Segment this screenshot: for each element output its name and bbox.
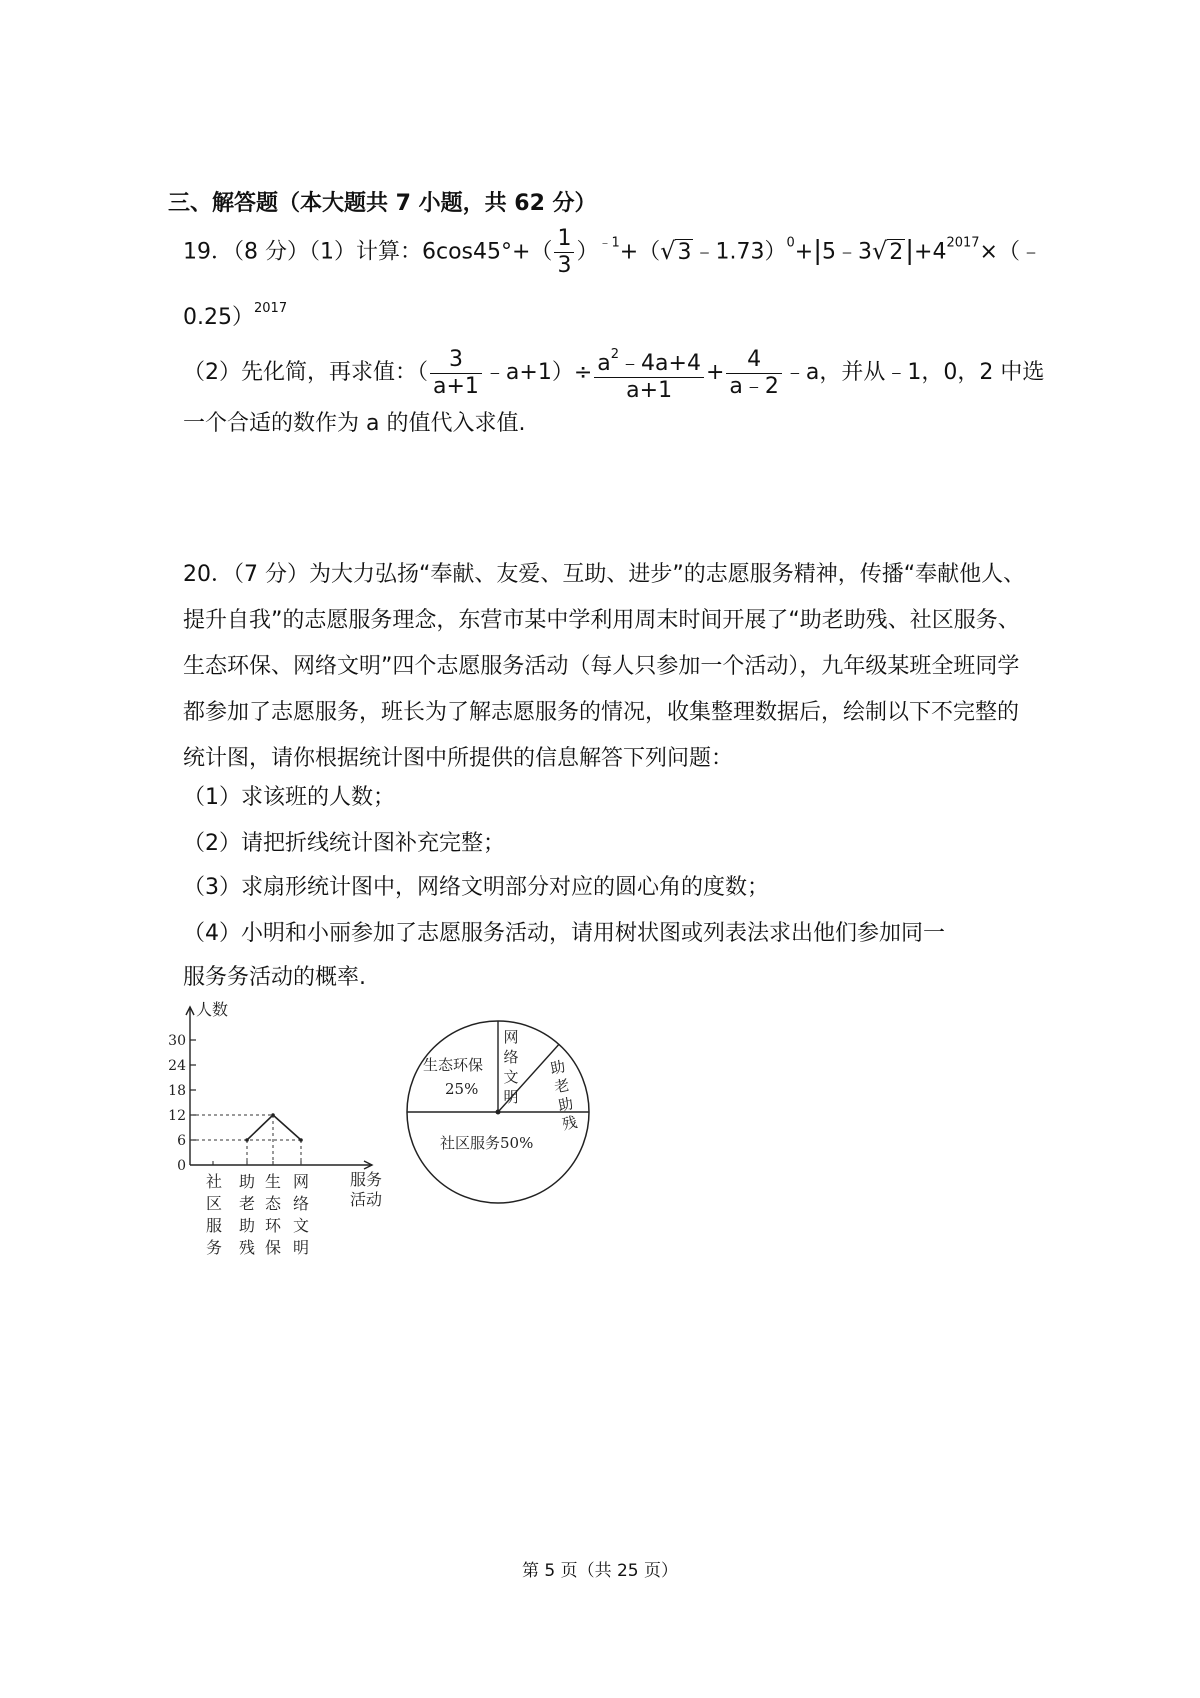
pie-label-elder-char: 老: [552, 1075, 571, 1097]
pie-label-elder-group: [549, 1057, 579, 1133]
q20-intro: 20．（7 分）为大力弘扬“奉献、友爱、互助、进步”的志愿服务精神，传播“奉献他人、提升自我”的志愿服务理念，东营市某中学利用周末时间开展了“助老助残、社区服务、生态环保、网络文明”四个志愿服务活动（每人只参加一个活动），九年级某班全班同学都参加了志愿服务，班长为了解志愿服务的情况，收集整理数据后，绘制以下不完整的统计图，请你根据统计图中所提供的信息解答下列问题：: [183, 562, 1026, 771]
pie-label-network-char: 明: [503, 1088, 519, 1106]
x-category-label-char: 社: [205, 1172, 223, 1191]
x-category-label-char: 残: [238, 1238, 256, 1255]
y-tick-label: 24: [168, 1058, 186, 1074]
x-category-label-char: 服: [205, 1216, 223, 1235]
pie-chart: [395, 1005, 615, 1225]
y-tick-label: 18: [168, 1083, 186, 1099]
pie-label-network-char: 络: [503, 1048, 519, 1066]
q19-part2-line1: （2）先化简，再求值：（ $\frac{3}{a+1}$ ﹣a+1）÷ $\frac{a^2﹣4a+4}{a+1}$ + $\frac{4}{a﹣2}$ ﹣a，并从﹣1，0，2 中选: [183, 342, 1044, 404]
q19-sqrt3: √3: [660, 236, 692, 265]
x-category-label-char: 区: [205, 1194, 223, 1213]
x-axis-label: 服务: [350, 1170, 383, 1189]
x-category-label-char: 老: [238, 1194, 256, 1213]
q19-frac-4: $\frac{4}{a﹣2}$: [726, 347, 781, 400]
page-footer: 第 5 页（共 25 页）: [521, 1561, 679, 1581]
x-category-label-char: 助: [238, 1172, 256, 1191]
pie-label-network-char: 网: [503, 1028, 519, 1046]
x-category-label-char: 务: [205, 1238, 223, 1255]
x-category-label-char: 环: [264, 1216, 282, 1235]
x-category-label-char: 保: [264, 1238, 282, 1255]
series-line: [247, 1115, 301, 1140]
q19-frac-one-third: $\frac{1}{3}$: [554, 226, 574, 279]
y-tick-label: 6: [177, 1133, 186, 1149]
line-chart: [150, 995, 400, 1255]
q19-exp-0: 0: [786, 235, 795, 251]
x-category-label-char: 态: [264, 1194, 282, 1213]
y-tick-label: 30: [168, 1033, 186, 1049]
x-category-label-char: 络: [292, 1194, 310, 1213]
q19-frac-quadratic: $\frac{a^2﹣4a+4}{a+1}$: [594, 342, 704, 404]
q20-sub3: （3）求扇形统计图中，网络文明部分对应的圆心角的度数；: [183, 875, 769, 900]
y-tick-label: 12: [168, 1108, 186, 1124]
pie-label-elder-char: 助: [548, 1057, 568, 1078]
q19-line1: 19．（8 分）（1）计算：6cos45°+（ $\frac{1}{3}$ ）$^{﹣1}+(√3﹣1.73)^0+|5﹣3√2|+4^{2017}\times(﹣$: [183, 226, 1042, 278]
q20-sub1: （1）求该班的人数；: [183, 785, 395, 810]
x-category-label-char: 助: [238, 1216, 256, 1235]
x-category-label-char: 文: [292, 1216, 310, 1235]
q19-part2-line2: 一个合适的数作为 a 的值代入求值.: [183, 411, 526, 436]
pie-label-network-char: 文: [503, 1068, 519, 1086]
data-point: [245, 1138, 249, 1142]
pie-label-eco-pct: 25%: [445, 1080, 479, 1098]
y-tick-label: 0: [177, 1158, 186, 1174]
section-title: 三、解答题（本大题共 7 小题，共 62 分）: [168, 191, 597, 216]
data-point: [271, 1113, 275, 1117]
pie-label-eco: 生态环保: [423, 1056, 484, 1074]
q19-line2: 0.25）$^{2017}$: [183, 301, 288, 330]
q20-sub2: （2）请把折线统计图补充完整；: [183, 831, 505, 856]
q19-exp-neg1: ﹣1: [598, 235, 620, 251]
pie-center: [496, 1110, 501, 1115]
pie-label-community: 社区服务50%: [440, 1134, 534, 1152]
q20-sub4-line2: 服务务活动的概率.: [183, 965, 366, 990]
y-axis-label: 人数: [196, 1000, 229, 1019]
x-category-label-char: 网: [292, 1172, 310, 1191]
x-axis-label: 活动: [350, 1190, 383, 1209]
q19-sqrt2: √2: [871, 236, 904, 265]
pie-label-elder-char: 助: [556, 1094, 575, 1116]
x-category-label-char: 明: [292, 1238, 310, 1255]
pie-label-elder-char: 残: [560, 1112, 579, 1134]
q19-exp-2017: 2017: [946, 235, 980, 251]
q19-head: 19．（8 分）（1）计算：6cos45°+（: [183, 239, 553, 265]
q20-sub4-line1: （4）小明和小丽参加了志愿服务活动，请用树状图或列表法求出他们参加同一: [183, 921, 945, 946]
q19-exp-2017b: 2017: [254, 301, 288, 316]
data-point: [299, 1138, 303, 1142]
x-category-label-char: 生: [264, 1172, 282, 1191]
q19-frac-3: $\frac{3}{a+1}$: [430, 347, 482, 400]
